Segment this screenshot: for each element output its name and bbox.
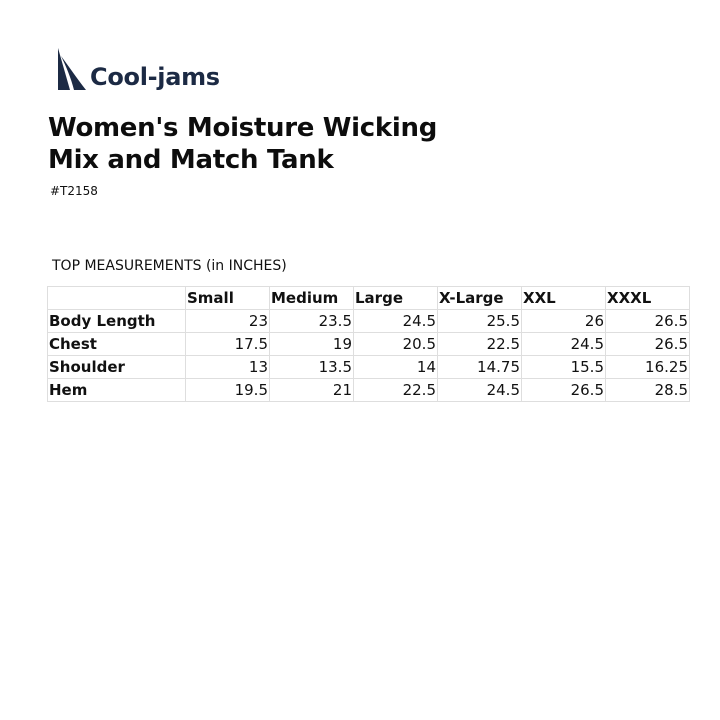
table-row <box>48 379 690 402</box>
table-cell: 16.25 <box>606 356 690 379</box>
table-cell: 19.5 <box>186 379 270 402</box>
table-cell: 22.5 <box>354 379 438 402</box>
table-row <box>48 333 690 356</box>
table-cell: 26.5 <box>606 333 690 356</box>
table-cell: 26 <box>522 310 606 333</box>
column-header-xxl: XXL <box>522 287 606 310</box>
table-cell: 24.5 <box>354 310 438 333</box>
table-cell: 21 <box>270 379 354 402</box>
row-label: Chest <box>48 333 186 356</box>
size-chart-table <box>47 286 690 402</box>
table-cell: 14.75 <box>438 356 522 379</box>
table-row <box>48 356 690 379</box>
table-cell: 14 <box>354 356 438 379</box>
table-cell: 23.5 <box>270 310 354 333</box>
product-sku: #T2158 <box>50 184 98 198</box>
column-header-x-large: X-Large <box>438 287 522 310</box>
brand-name: Cool-jams <box>90 63 220 91</box>
column-header-xxxl: XXXL <box>606 287 690 310</box>
table-row <box>48 310 690 333</box>
table-cell: 26.5 <box>522 379 606 402</box>
product-title <box>48 112 468 176</box>
row-label: Hem <box>48 379 186 402</box>
table-cell: 28.5 <box>606 379 690 402</box>
table-cell: 25.5 <box>438 310 522 333</box>
row-label: Body Length <box>48 310 186 333</box>
table-cell: 20.5 <box>354 333 438 356</box>
table-cell: 13 <box>186 356 270 379</box>
measurements-heading: TOP MEASUREMENTS (in INCHES) <box>52 258 287 274</box>
column-header-medium: Medium <box>270 287 354 310</box>
column-header-small: Small <box>186 287 270 310</box>
product-title-line-2: Mix and Match Tank <box>48 145 334 175</box>
column-header-large: Large <box>354 287 438 310</box>
table-cell: 22.5 <box>438 333 522 356</box>
table-cell: 13.5 <box>270 356 354 379</box>
table-cell: 19 <box>270 333 354 356</box>
table-cell: 24.5 <box>522 333 606 356</box>
column-header-blank <box>48 287 186 310</box>
table-cell: 17.5 <box>186 333 270 356</box>
table-cell: 26.5 <box>606 310 690 333</box>
product-title-line-1: Women's Moisture Wicking <box>48 113 438 143</box>
brand-logo <box>54 46 220 96</box>
table-cell: 24.5 <box>438 379 522 402</box>
table-cell: 23 <box>186 310 270 333</box>
table-cell: 15.5 <box>522 356 606 379</box>
table-header-row <box>48 287 690 310</box>
row-label: Shoulder <box>48 356 186 379</box>
sailboat-icon <box>54 46 88 96</box>
